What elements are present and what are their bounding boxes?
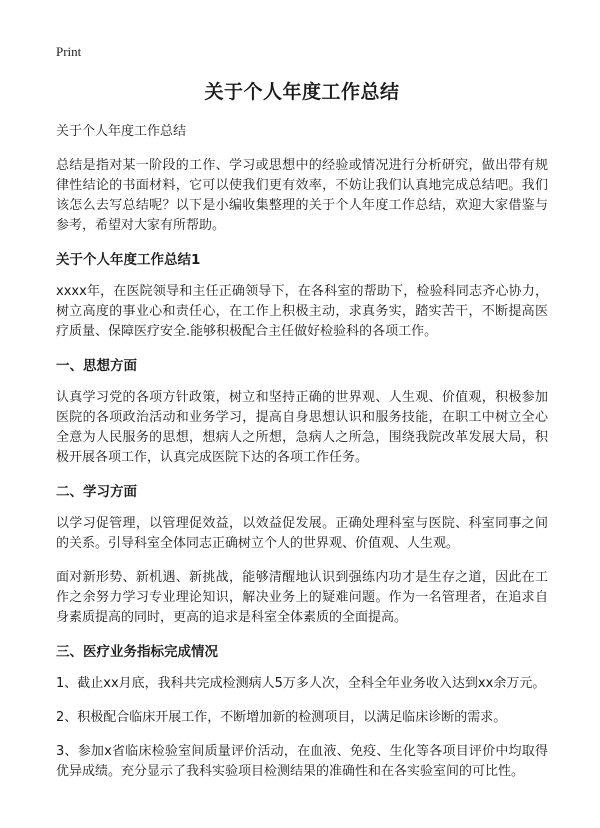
indicators-item-1: 1、截止xx月底，我科共完成检测病人5万多人次，全科全年业务收入达到xx余万元。: [56, 676, 546, 691]
section-heading-study: 二、学习方面: [56, 484, 137, 500]
study-paragraph-1: 以学习促管理，以管理促效益，以效益促发展。正确处理科室与医院、科室同事之间的关系。引导科室全体同志正确树立个人的世界观、价值观、人生观。: [56, 516, 548, 551]
document-title: 关于个人年度工作总结: [204, 81, 400, 103]
section-heading-thought: 一、思想方面: [56, 358, 137, 374]
print-label: Print: [56, 44, 82, 59]
indicators-item-2: 2、积极配合临床开展工作，不断增加新的检测项目，以满足临床诊断的需求。: [56, 710, 507, 725]
document-page: [56, 44, 548, 796]
section-heading-indicators: 三、医疗业务指标完成情况: [56, 644, 218, 660]
study-paragraph-2: 面对新形势、新机遇、新挑战，能够清醒地认识到强练内功才是生存之道，因此在工作之余努力学习专业理论知识，解决业务上的疑难问题。作为一名管理者，在追求自身素质提高的同时，更高的追求是科室全体素质的全面提高。: [56, 570, 548, 625]
indicators-item-3: 3、参加x省临床检验室间质量评价活动，在血液、免疫、生化等各项目评价中均取得优异成绩。充分显示了我科实验项目检测结果的准确性和在各实验室间的可比性。: [56, 744, 548, 779]
thought-paragraph-1: 认真学习党的各项方针政策，树立和坚持正确的世界观、人生观、价值观，积极参加医院的各项政治活动和业务学习，提高自身思想认识和服务技能，在职工中树立全心全意为人民服务的思想，想病人之所想，急病人之所急，围绕我院改革发展大局，积极开展各项工作，认真完成医院下达的各项工作任务。: [56, 390, 548, 465]
document-subtitle: 关于个人年度工作总结: [56, 124, 187, 139]
section-1-paragraph-1: xxxx年，在医院领导和主任正确领导下，在各科室的帮助下，检验科同志齐心协力，树立高度的事业心和责任心，在工作上积极主动，求真务实，踏实苦干，不断提高医疗质量、保障医疗安全.能够积极配合主任做好检验科的各项工作。: [56, 284, 548, 339]
intro-paragraph: 总结是指对某一阶段的工作、学习或思想中的经验或情况进行分析研究，做出带有规律性结论的书面材料，它可以使我们更有效率，不妨让我们认真地完成总结吧。我们该怎么去写总结呢？以下是小编收集整理的关于个人年度工作总结，欢迎大家借鉴与参考，希望对大家有所帮助。: [56, 158, 548, 233]
section-heading-summary-1: 关于个人年度工作总结1: [56, 252, 201, 268]
